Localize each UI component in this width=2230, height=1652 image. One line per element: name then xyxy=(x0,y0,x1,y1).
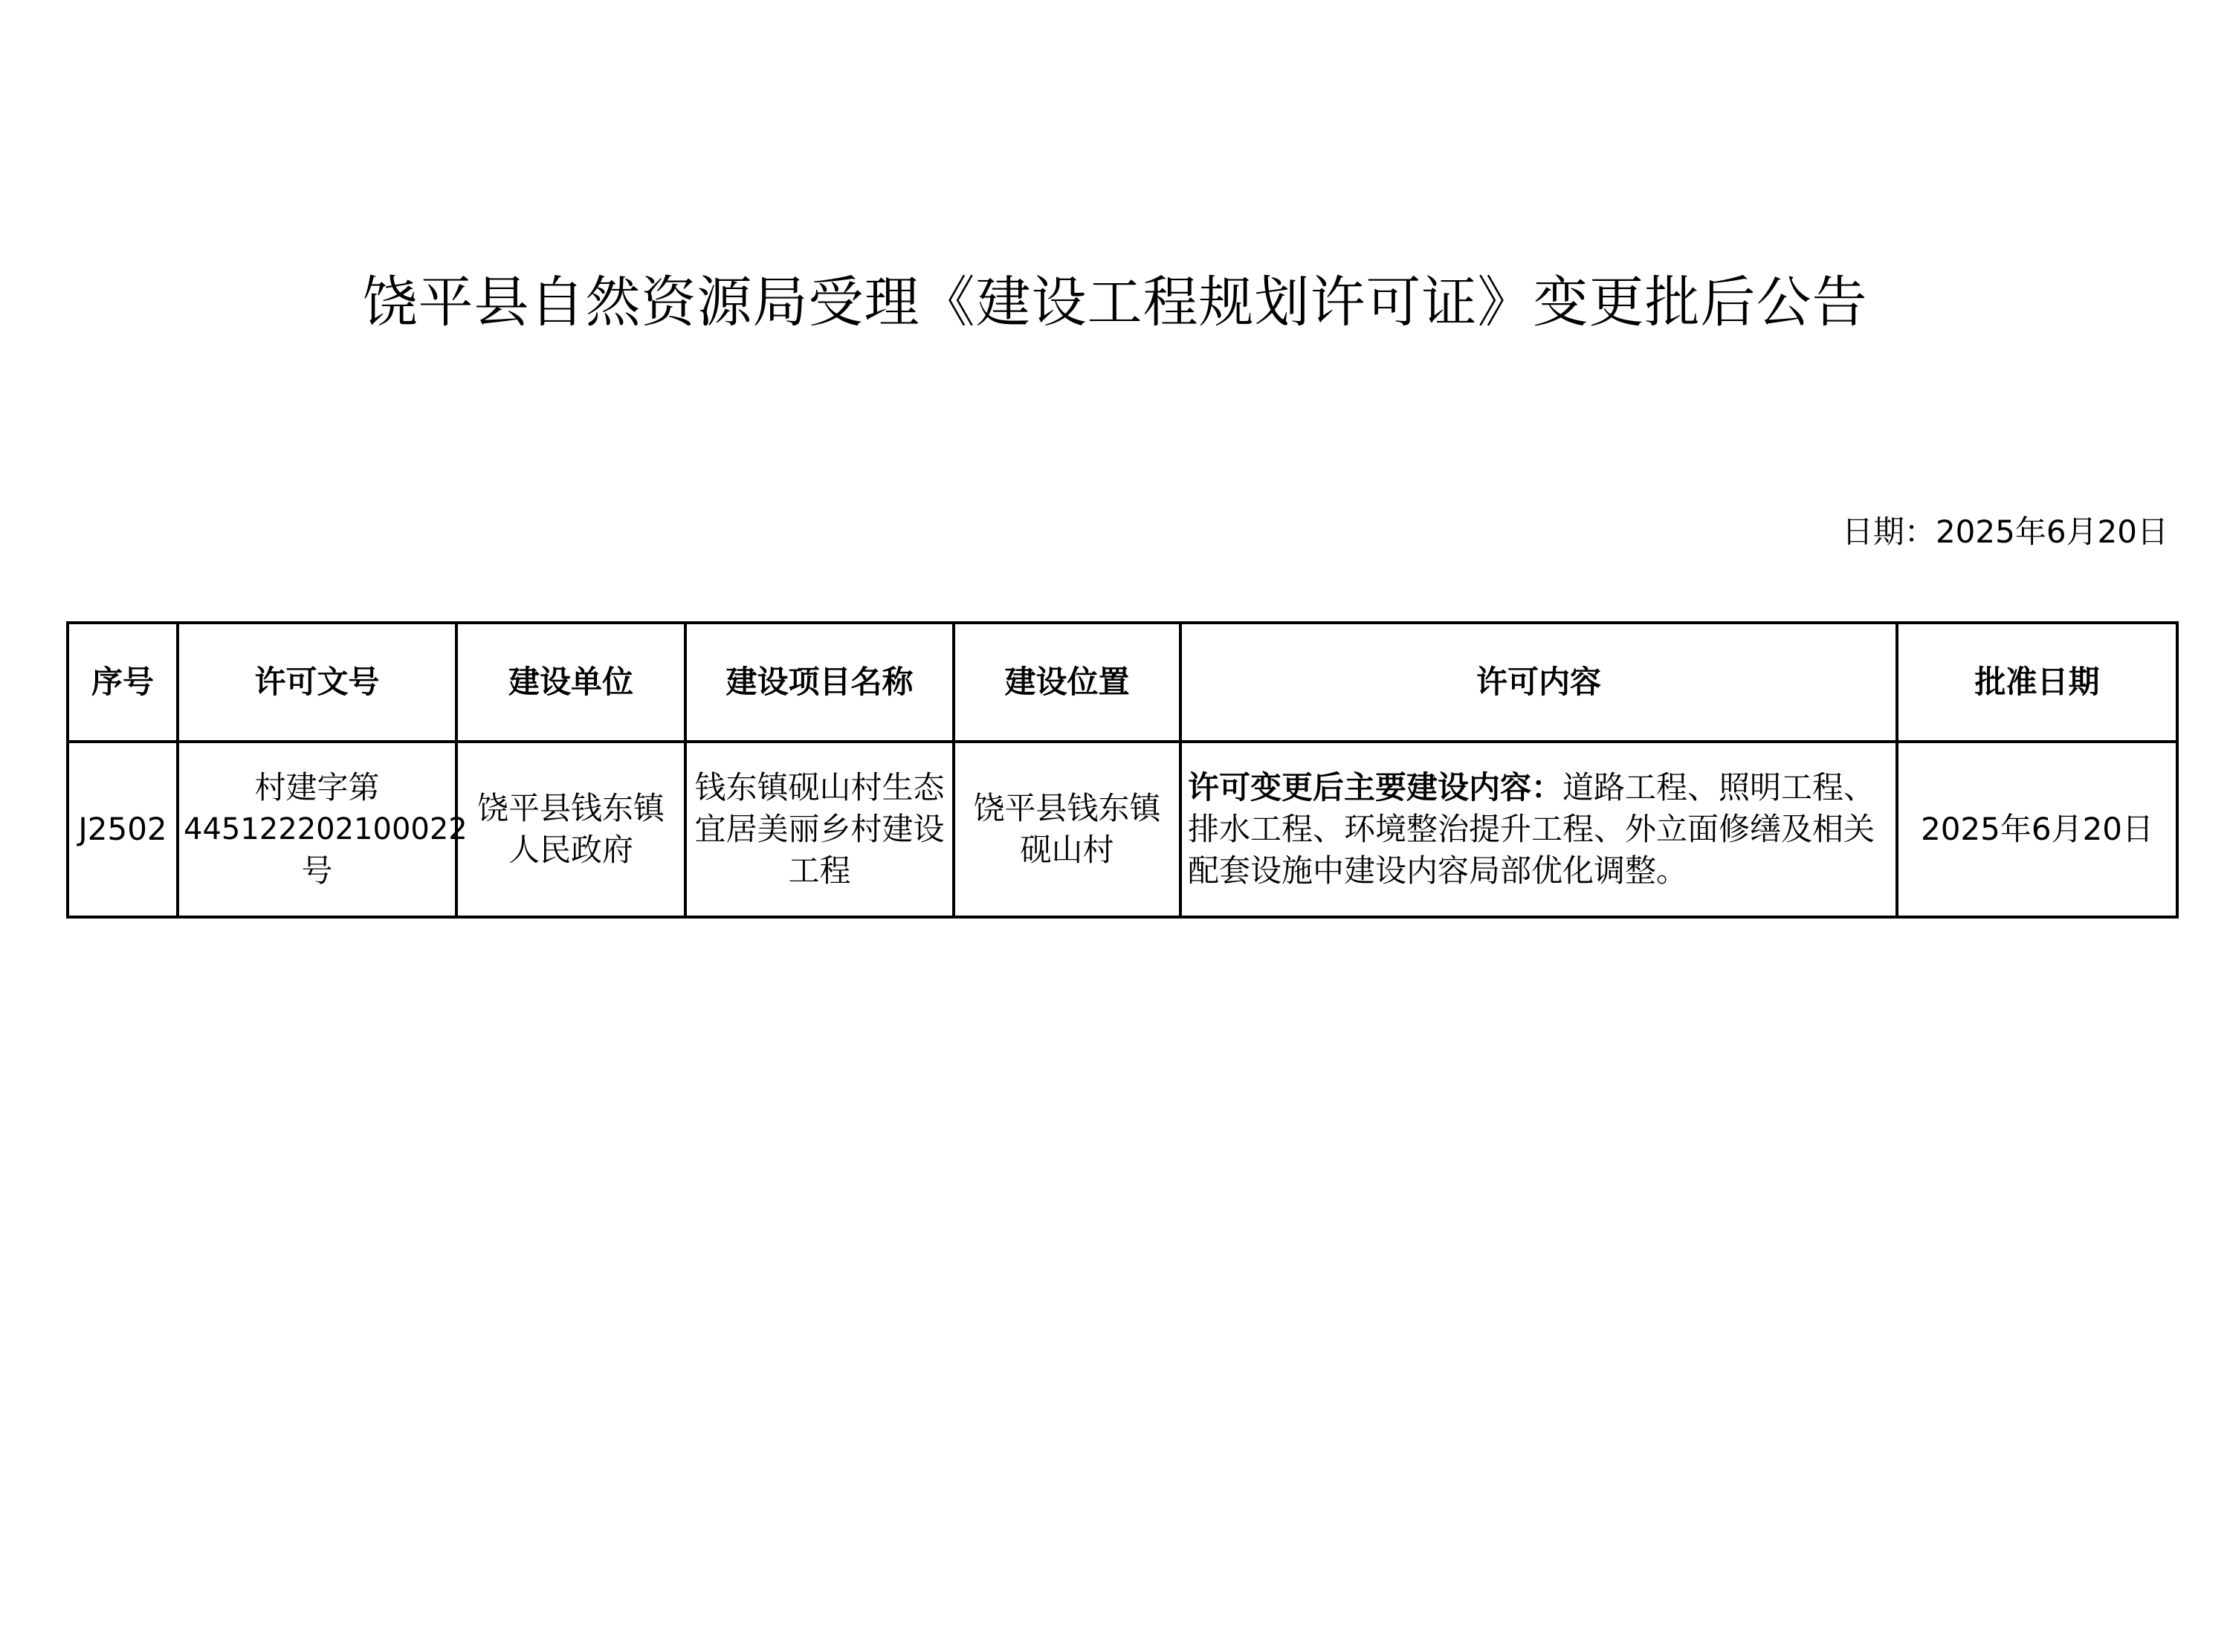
header-approval-date: 批准日期 xyxy=(1897,623,2177,742)
permit-no-prefix: 村建字第 xyxy=(254,769,380,806)
header-unit: 建设单位 xyxy=(456,623,685,742)
cell-approval-date: 2025年6月20日 xyxy=(1897,742,2177,917)
cell-content xyxy=(1180,742,1897,917)
content-lead: 许可变更后主要建设内容： xyxy=(1188,769,1563,806)
permit-no-number: 445122202100022 xyxy=(184,812,468,846)
table-row xyxy=(68,742,2177,917)
date-label: 日期： xyxy=(1841,514,1936,550)
permit-no-suffix: 号 xyxy=(301,852,333,889)
header-location: 建设位置 xyxy=(954,623,1180,742)
permit-table xyxy=(66,621,2179,919)
header-content: 许可内容 xyxy=(1180,623,1897,742)
cell-permit-no xyxy=(178,742,468,917)
notice-date xyxy=(1842,508,2168,552)
header-permit-no: 许可文号 xyxy=(178,623,456,742)
table-header-row xyxy=(68,623,2177,742)
content-body: 道路工程、照明工程、排水工程、环境整治提升工程、外立面修缮及相关配套设施中建设内容局部优化调整。 xyxy=(1188,769,1875,889)
header-serial: 序号 xyxy=(68,623,178,742)
date-value: 2025年6月20日 xyxy=(1935,514,2168,550)
cell-unit: 饶平县钱东镇人民政府 xyxy=(456,742,685,917)
cell-serial: J2502 xyxy=(68,742,178,917)
cell-project-name: 钱东镇砚山村生态宜居美丽乡村建设工程 xyxy=(685,742,954,917)
notice-title: 饶平县自然资源局受理《建设工程规划许可证》变更批后公告 xyxy=(362,271,1868,334)
cell-location: 饶平县钱东镇砚山村 xyxy=(954,742,1180,917)
header-project-name: 建设项目名称 xyxy=(685,623,954,742)
